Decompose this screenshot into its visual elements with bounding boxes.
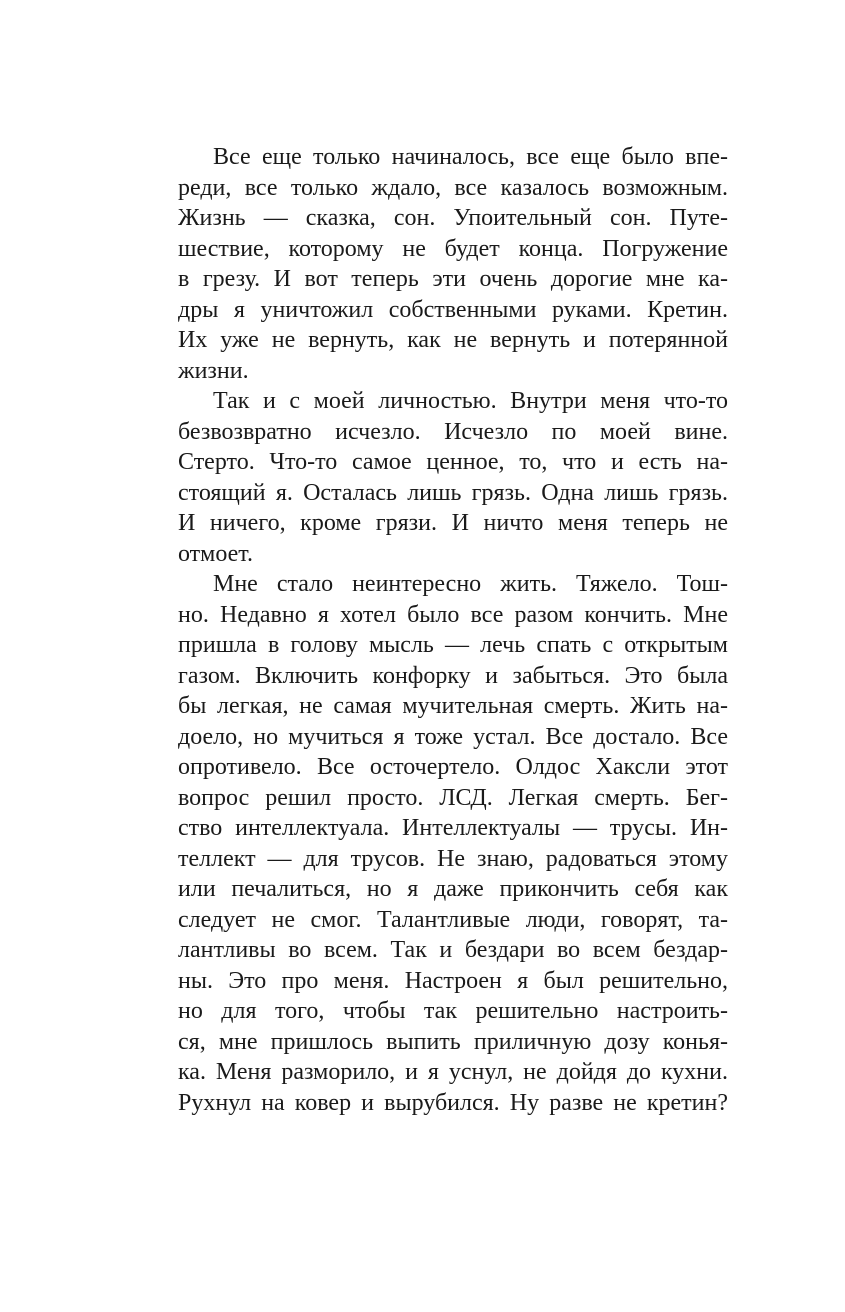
text-line: отмоет. — [178, 540, 253, 567]
paragraph-1 — [178, 142, 728, 386]
text-line: но для того, чтобы так решительно настроить- — [178, 998, 728, 1024]
text-line: Так и с моей личностью. Внутри меня что-то — [213, 388, 728, 414]
text-line: лантливы во всем. Так и бездари во всем бездар- — [178, 937, 728, 963]
text-line: ка. Меня разморило, и я уснул, не дойдя до кухни. — [178, 1059, 728, 1085]
text-line: бы легкая, не самая мучительная смерть. Жить на- — [178, 693, 728, 719]
text-line: И ничего, кроме грязи. И ничто меня теперь не — [178, 510, 728, 536]
text-line: Стерто. Что-то самое ценное, то, что и есть на- — [178, 449, 728, 475]
paragraph-2 — [178, 386, 728, 569]
text-line: или печалиться, но я даже прикончить себя как — [178, 876, 728, 902]
text-line: Рухнул на ковер и вырубился. Ну разве не кретин? — [178, 1089, 728, 1116]
text-line: теллект — для трусов. Не знаю, радоваться этому — [178, 845, 728, 872]
text-line: ны. Это про меня. Настроен я был решительно, — [178, 967, 728, 994]
text-line: дры я уничтожил собственными руками. Кретин. — [178, 296, 728, 323]
text-line: реди, все только ждало, все казалось возможным. — [178, 174, 728, 201]
text-line: Жизнь — сказка, сон. Упоительный сон. Путе- — [178, 205, 728, 231]
text-line: ство интеллектуала. Интеллектуалы — трусы. Ин- — [178, 815, 728, 841]
text-line: Их уже не вернуть, как не вернуть и потерянной — [178, 327, 728, 353]
text-line: шествие, которому не будет конца. Погружение — [178, 235, 728, 262]
text-line: доело, но мучиться я тоже устал. Все достало. Все — [178, 723, 728, 750]
text-line: газом. Включить конфорку и забыться. Это была — [178, 662, 728, 689]
text-line: следует не смог. Талантливые люди, говорят, та- — [178, 906, 728, 933]
text-line: Мне стало неинтересно жить. Тяжело. Тош- — [213, 571, 728, 597]
text-line: ся, мне пришлось выпить приличную дозу конья- — [178, 1028, 728, 1055]
text-line: жизни. — [178, 357, 249, 384]
paragraph-3 — [178, 569, 728, 1118]
text-line: Все еще только начиналось, все еще было впе- — [213, 144, 728, 170]
text-line: вопрос решил просто. ЛСД. Легкая смерть. Бег- — [178, 784, 728, 811]
text-line: безвозвратно исчезло. Исчезло по моей вине. — [178, 418, 728, 445]
text-line: но. Недавно я хотел было все разом кончить. Мне — [178, 601, 728, 628]
text-line: стоящий я. Осталась лишь грязь. Одна лишь грязь. — [178, 479, 728, 506]
text-line: в грезу. И вот теперь эти очень дорогие мне ка- — [178, 266, 728, 292]
text-line: опротивело. Все осточертело. Олдос Хаксли этот — [178, 754, 728, 780]
body-text — [178, 142, 728, 1118]
text-line: пришла в голову мысль — лечь спать с открытым — [178, 632, 728, 658]
